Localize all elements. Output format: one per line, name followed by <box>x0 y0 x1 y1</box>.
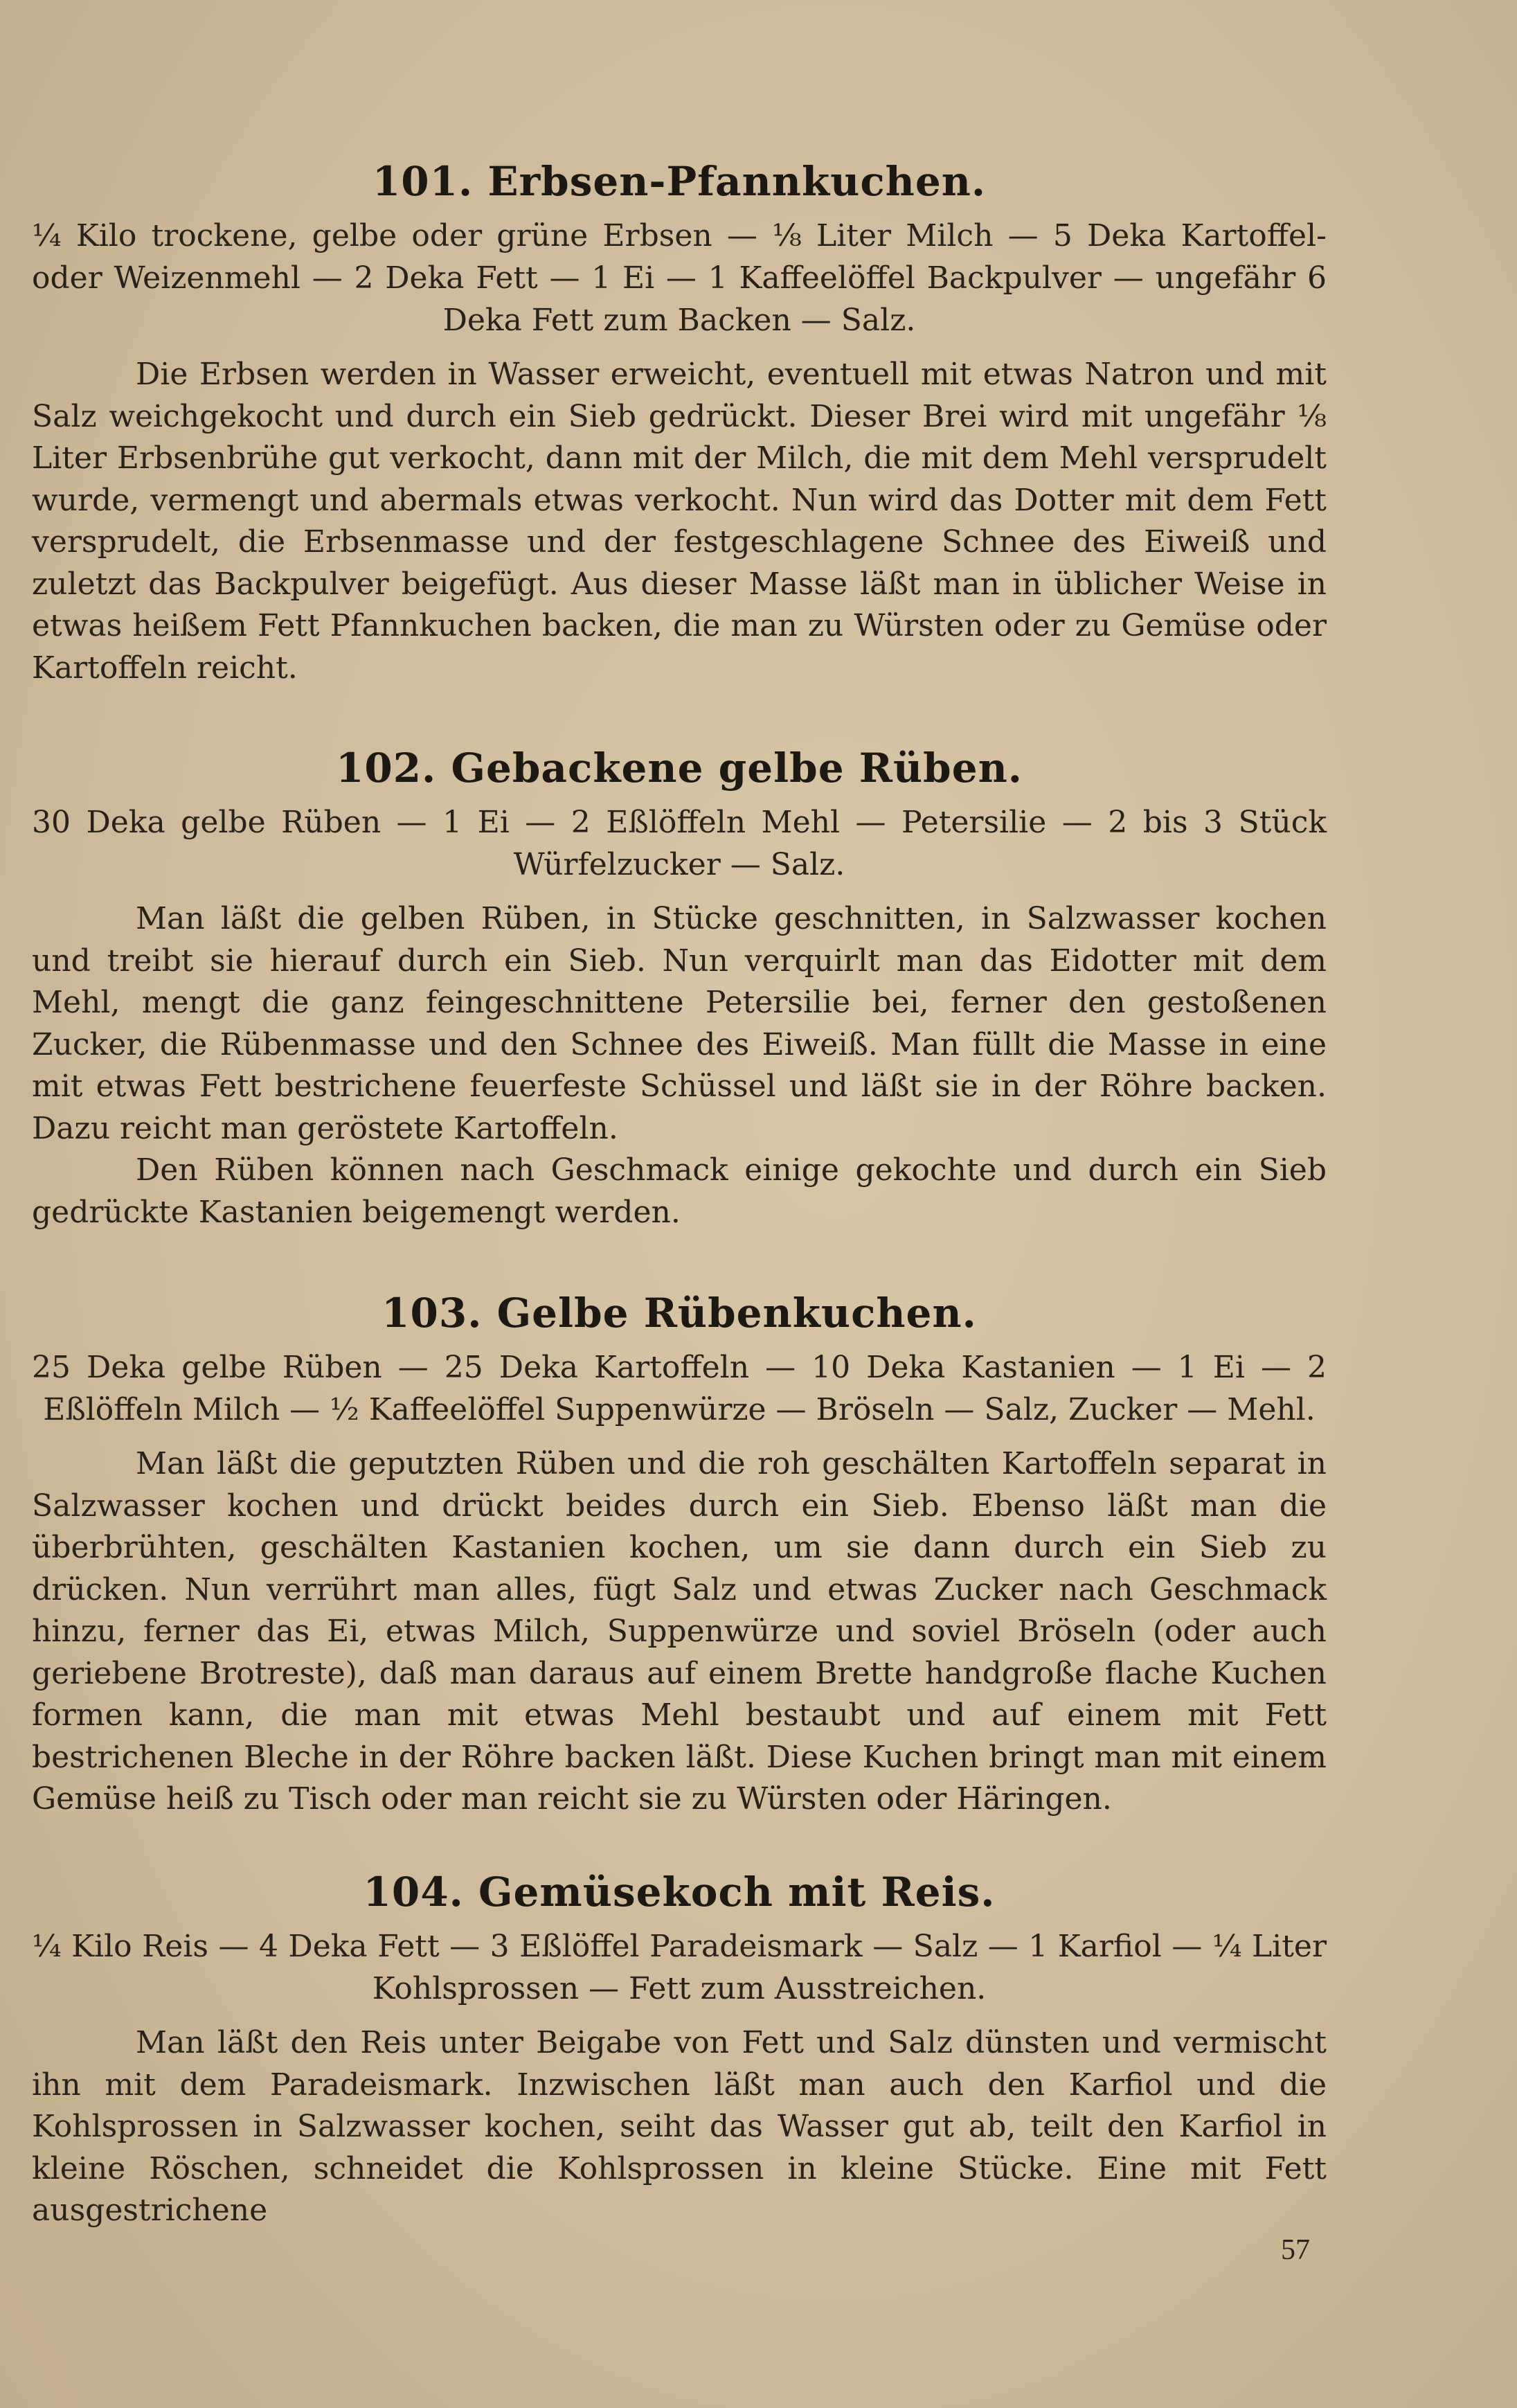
recipe-ingredients: ¼ Kilo Reis — 4 Deka Fett — 3 Eßlöffel Paradeismark — Salz — 1 Karfiol — ¼ Liter Kohlsprossen — Fett zum Ausstreichen. <box>32 1929 1327 2006</box>
recipe-ingredients: ¼ Kilo trockene, gelbe oder grüne Erbsen — ⅛ Liter Milch — 5 Deka Kartoffel- oder Weizenmehl — 2 Deka Fett — 1 Ei — 1 Kaffeelöffel Backpulver — ungefähr 6 Deka Fett zum Backen — Salz. <box>32 218 1327 338</box>
recipe-title: 103. Gelbe Rübenkuchen. <box>382 1290 977 1337</box>
recipe-note: Den Rüben können nach Geschmack einige gekochte und durch ein Sieb gedrückte Kastanien beigemengt werden. <box>32 1152 1327 1230</box>
recipe-101 <box>32 158 1327 689</box>
recipe-102 <box>32 744 1327 1233</box>
recipe-104 <box>32 1869 1327 2232</box>
recipe-title: 101. Erbsen-Pfannkuchen. <box>372 158 987 205</box>
recipe-title: 102. Gebackene gelbe Rüben. <box>335 744 1023 792</box>
recipe-ingredients: 30 Deka gelbe Rüben — 1 Ei — 2 Eßlöffeln Mehl — Petersilie — 2 bis 3 Stück Würfelzucker — Salz. <box>32 805 1327 882</box>
recipe-instructions: Man läßt die geputzten Rüben und die roh geschälten Kartoffeln separat in Salzwasser kochen und drückt beides durch ein Sieb. Ebenso läßt man die überbrühten, geschälten Kastanien kochen, um sie dann durch ein Sieb zu drücken. Nun verrührt man alles, fügt Salz und etwas Zucker nach Geschmack hinzu, ferner das Ei, etwas Milch, Suppenwürze und soviel Bröseln (oder auch geriebene Brotreste), daß man daraus auf einem Brette handgroße flache Kuchen formen kann, die man mit etwas Mehl bestaubt und auf einem mit Fett bestrichenen Bleche in der Röhre backen läßt. Diese Kuchen bringt man mit einem Gemüse heiß zu Tisch oder man reicht sie zu Würsten oder Häringen. <box>32 1446 1327 1817</box>
page-number: 57 <box>1281 2234 1310 2266</box>
recipe-instructions: Die Erbsen werden in Wasser erweicht, eventuell mit etwas Natron und mit Salz weichgekocht und durch ein Sieb gedrückt. Dieser Brei wird mit ungefähr ⅛ Liter Erbsenbrühe gut verkocht, dann mit der Milch, die mit dem Mehl versprudelt wurde, vermengt und abermals etwas verkocht. Nun wird das Dotter mit dem Fett versprudelt, die Erbsenmasse und der festgeschlagene Schnee des Eiweiß und zuletzt das Backpulver beigefügt. Aus dieser Masse läßt man in üblicher Weise in etwas heißem Fett Pfannkuchen backen, die man zu Würsten oder zu Gemüse oder Kartoffeln reicht. <box>32 357 1327 686</box>
recipe-instructions: Man läßt die gelben Rüben, in Stücke geschnitten, in Salzwasser kochen und treibt sie hierauf durch ein Sieb. Nun verquirlt man das Eidotter mit dem Mehl, mengt die ganz feingeschnittene Petersilie bei, ferner den gestoßenen Zucker, die Rübenmasse und den Schnee des Eiweiß. Man füllt die Masse in eine mit etwas Fett bestrichene feuerfeste Schüssel und läßt sie in der Röhre backen. Dazu reicht man geröstete Kartoffeln. <box>32 901 1327 1146</box>
recipe-title: 104. Gemüsekoch mit Reis. <box>363 1869 996 1916</box>
recipe-103 <box>32 1290 1327 1821</box>
recipe-instructions: Man läßt den Reis unter Beigabe von Fett und Salz dünsten und vermischt ihn mit dem Paradeismark. Inzwischen läßt man auch den Karfiol und die Kohlsprossen in Salzwasser kochen, seiht das Wasser gut ab, teilt den Karfiol in kleine Röschen, schneidet die Kohlsprossen in kleine Stücke. Eine mit Fett ausgestrichene <box>32 2025 1327 2228</box>
recipe-ingredients: 25 Deka gelbe Rüben — 25 Deka Kartoffeln — 10 Deka Kastanien — 1 Ei — 2 Eßlöffeln Milch — ½ Kaffeelöffel Suppenwürze — Bröseln — Salz, Zucker — Mehl. <box>32 1350 1327 1427</box>
